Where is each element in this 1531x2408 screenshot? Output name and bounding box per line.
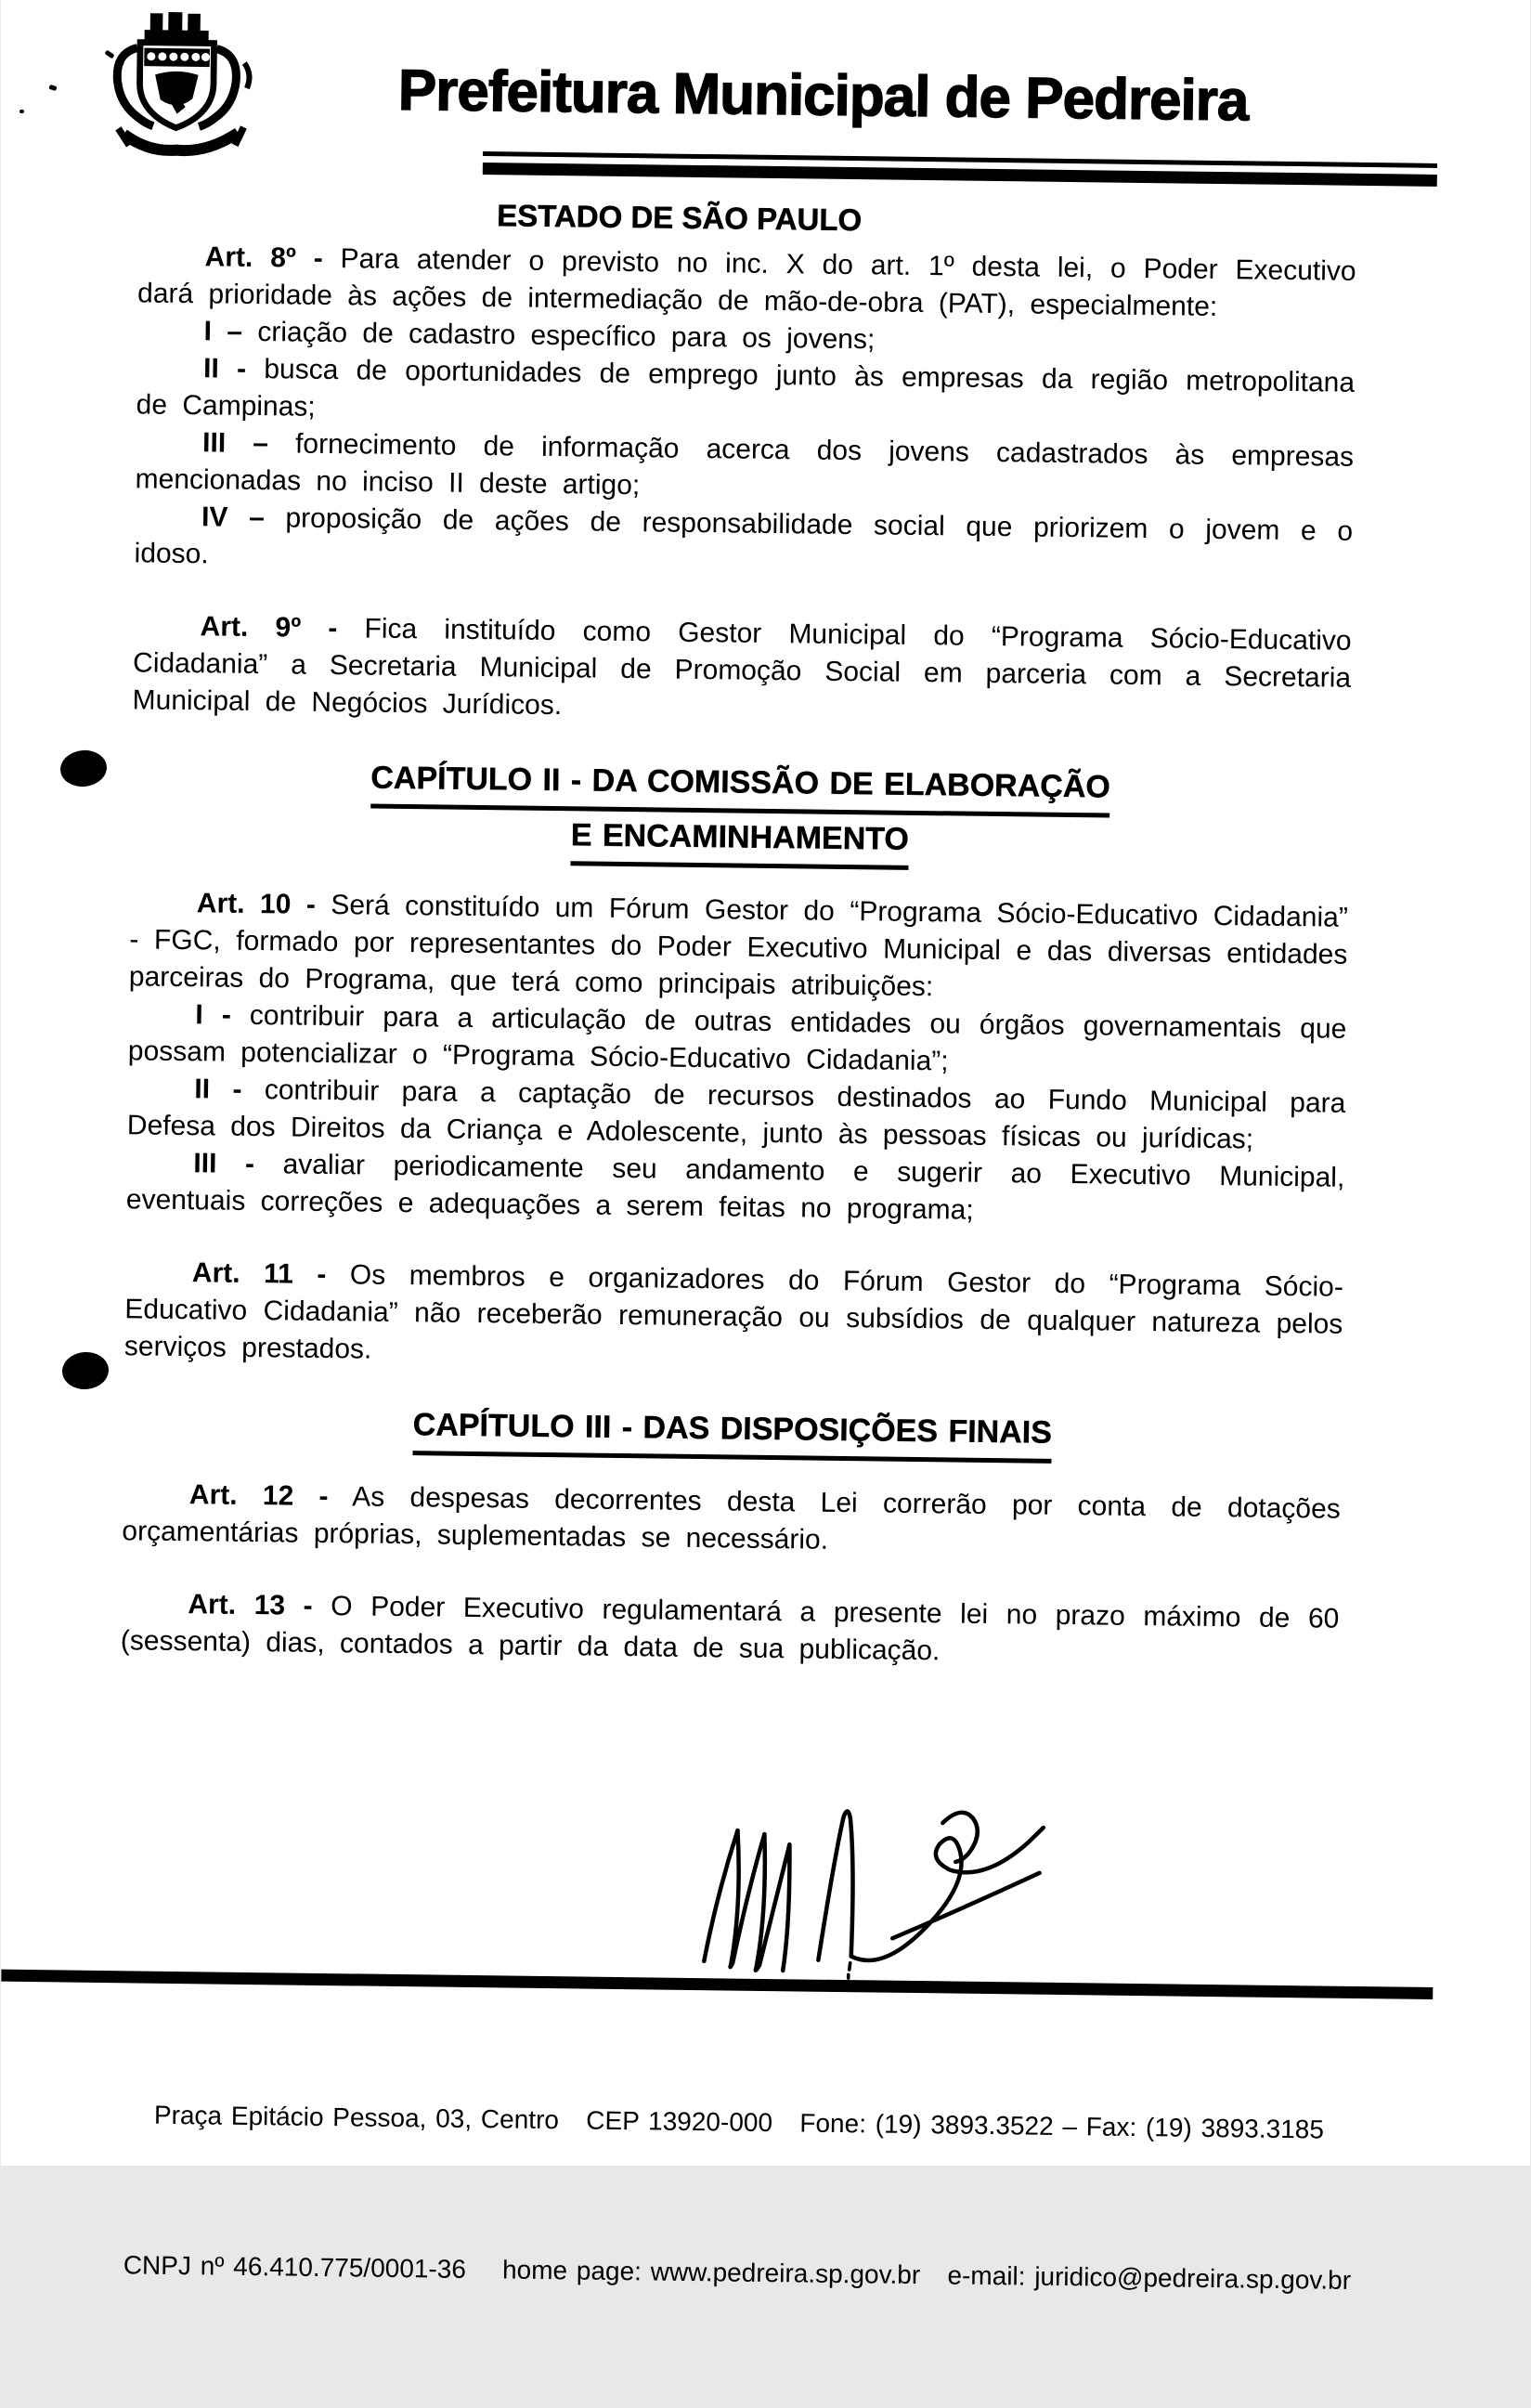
article-8-label: Art. 8º - xyxy=(204,241,323,274)
item-text: busca de oportunidades de emprego junto às empresas da região metropolitana de Campinas; xyxy=(136,354,1356,423)
law-text-body xyxy=(121,238,1356,1674)
article-13-text: O Poder Executivo regulamentará a presente lei no prazo máximo de 60 (sessenta) dias, contados a partir da data de sua publicação. xyxy=(120,1591,1340,1667)
item-label: IV – xyxy=(201,501,266,534)
footer-contact-line: CNPJ nº 46.410.775/0001-36 home page: www.pedreira.sp.gov.br e-mail: juridico@pedreira.sp.gov.br xyxy=(123,2250,1352,2295)
article-12 xyxy=(122,1476,1341,1565)
item-label: I - xyxy=(195,999,232,1031)
item-text: contribuir para a captação de recursos destinados ao Fundo Municipal para Defesa dos Direitos da Criança e Adolescente, junto às pessoas físicas ou jurídicas; xyxy=(126,1074,1346,1155)
handwritten-signature-icon xyxy=(692,1783,1047,1987)
item-label: I – xyxy=(203,316,243,347)
coat-of-arms-icon xyxy=(98,11,267,160)
article-12-text: As despesas decorrentes desta Lei correrão por conta de dotações orçamentárias próprias, suplementadas se necessário. xyxy=(122,1481,1342,1555)
page-title: Prefeitura Municipal de Pedreira xyxy=(397,58,1249,134)
article-8-text: Para atender o previsto no inc. X do art. 1º desta lei, o Poder Executivo dará prioridade às ações de intermediação de mão-de-obra (PAT), especialmente: xyxy=(136,243,1356,322)
article-9-text: Fica instituído como Gestor Municipal do “Programa Sócio-Educativo Cidadania” a Secretaria Municipal de Promoção Social em parceria com a Secretaria Municipal de Negócios Jurídicos. xyxy=(132,613,1352,722)
article-10 xyxy=(129,884,1348,1010)
chapter-2-heading xyxy=(130,750,1349,875)
article-10-label: Art. 10 - xyxy=(196,888,317,920)
article-10-text: Será constituído um Fórum Gestor do “Programa Sócio-Educativo Cidadania” - FGC, formado por representantes do Poder Executivo Municipal e das diversas entidades parceiras do Programa, que terá como principais atribuições: xyxy=(128,890,1349,1003)
state-subtitle: ESTADO DE SÃO PAULO xyxy=(497,198,863,238)
article-11-label: Art. 11 - xyxy=(191,1257,327,1290)
chapter-2-heading-line1: CAPÍTULO II - DA COMISSÃO DE ELABORAÇÃO xyxy=(370,754,1110,818)
item-label: II - xyxy=(194,1074,242,1105)
article-9-label: Art. 9º - xyxy=(200,611,338,644)
item-text: proposição de ações de responsabilidade social que priorizem o jovem e o idoso. xyxy=(134,502,1354,570)
article-12-label: Art. 12 - xyxy=(188,1479,329,1513)
article-10-item-3 xyxy=(126,1144,1345,1233)
article-11 xyxy=(124,1254,1343,1380)
chapter-2-heading-line2: E ENCAMINHAMENTO xyxy=(570,811,909,870)
article-13 xyxy=(121,1585,1340,1674)
item-label: II - xyxy=(202,353,247,384)
item-text: criação de cadastro específico para os jovens; xyxy=(257,316,876,356)
footer xyxy=(19,1988,1458,2407)
item-label: III – xyxy=(201,427,269,460)
article-9 xyxy=(132,607,1351,734)
scanned-document-page xyxy=(1,0,1530,2295)
item-text: contribuir para a articulação de outras entidades ou órgãos governamentais que possam potencializar o “Programa Sócio-Educativo Cidadania”; xyxy=(127,999,1347,1077)
item-text: fornecimento de informação acerca dos jovens cadastrados às empresas mencionadas no inciso II deste artigo; xyxy=(135,428,1355,501)
article-8-item-4 xyxy=(134,498,1353,587)
item-text: avaliar periodicamente seu andamento e sugerir ao Executivo Municipal, eventuais correções e adequações a serem feitas no programa; xyxy=(125,1149,1345,1226)
chapter-3-heading xyxy=(123,1397,1342,1466)
footer-address-line: Praça Epitácio Pessoa, 03, Centro CEP 13920-000 Fone: (19) 3893.3522 – Fax: (19) 3893.3185 xyxy=(153,2100,1325,2144)
item-label: III - xyxy=(193,1148,255,1180)
article-11-text: Os membros e organizadores do Fórum Gestor do “Programa Sócio-Educativo Cidadania” não receberão remuneração ou subsídios de qualquer natureza pelos serviços prestados. xyxy=(123,1259,1344,1365)
article-13-label: Art. 13 - xyxy=(188,1589,313,1621)
chapter-3-heading-line1: CAPÍTULO III - DAS DISPOSIÇÕES FINAIS xyxy=(412,1400,1052,1464)
